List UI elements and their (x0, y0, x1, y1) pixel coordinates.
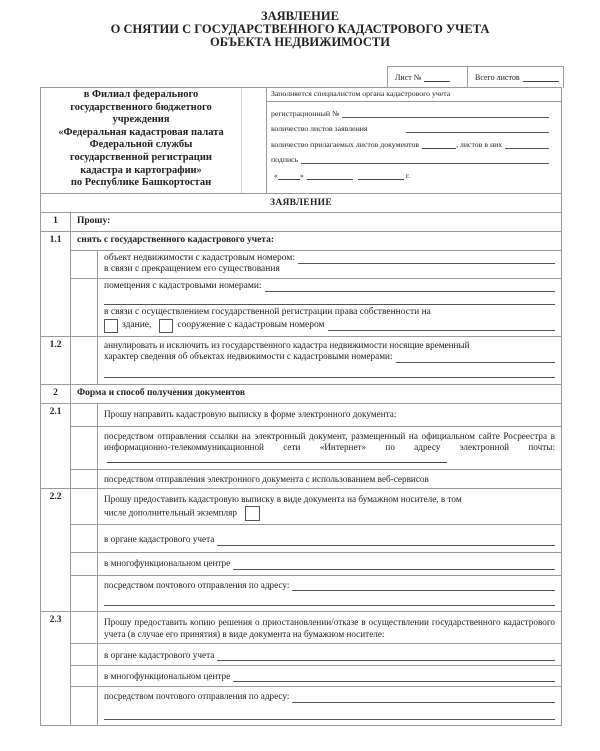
post-address-field[interactable] (292, 693, 555, 703)
year-suffix: г. (405, 170, 411, 180)
option-mfc (71, 553, 561, 576)
application-table (40, 193, 562, 726)
addressee-line: «Федеральная кадастровая палата (58, 126, 224, 138)
row-2-3 (41, 611, 561, 725)
option-cadastral-office (71, 644, 561, 666)
option-web-services (71, 470, 561, 488)
date-month-field[interactable] (307, 171, 353, 180)
addressee-line: кадастра и картографии» (80, 164, 202, 176)
sheet-no-cell (388, 67, 468, 88)
row-number: 1.1 (41, 232, 71, 336)
row-number: 2.1 (41, 404, 71, 489)
post-label: посредством почтового отправления по адресу: (104, 691, 290, 701)
building-label: здание, (122, 319, 152, 330)
row-label: Форма и способ получения документов (77, 387, 246, 398)
sheet-no-field[interactable] (424, 73, 450, 82)
signature-field[interactable] (301, 154, 549, 164)
registration-header: Заполняется специалистом органа кадастрового учета (266, 88, 561, 102)
annul-text: аннулировать и исключить из государственного кадастра недвижимости носящие временный (104, 339, 470, 350)
attached-sheets-row (266, 133, 561, 149)
sheets-in-them-label: , листов в них (456, 139, 503, 149)
mfc-label: в многофункциональном центре (104, 558, 231, 568)
spacer-column (241, 88, 267, 193)
app-sheets-label: количество листов заявления (271, 124, 368, 133)
cadastral-number-field[interactable] (298, 254, 555, 264)
total-sheets-field[interactable] (523, 73, 559, 82)
row-1 (41, 212, 561, 231)
addressee-line: государственного бюджетного (70, 101, 212, 113)
extra-copy-label: числе дополнительный экземпляр (104, 507, 237, 518)
structure-label: сооружение с кадастровым номером (177, 319, 325, 330)
email-field[interactable] (107, 454, 447, 463)
post-address-field-2[interactable] (104, 703, 555, 720)
item-demolished-object (71, 251, 561, 279)
item-b-label: помещения с кадастровыми номерами: (104, 280, 262, 291)
signature-label: подпись (271, 155, 299, 164)
row-1-2 (41, 336, 561, 384)
row-2 (41, 384, 561, 403)
date-year-field[interactable] (358, 171, 404, 180)
office-label: в органе кадастрового учета (104, 649, 215, 660)
temporary-numbers-field[interactable] (396, 353, 556, 363)
total-sheets-cell (468, 67, 559, 88)
sheet-no-label: Лист № (395, 73, 422, 82)
temporary-numbers-field-2[interactable] (104, 363, 555, 378)
mfc-field[interactable] (233, 560, 555, 570)
date-close-quote: » (299, 170, 304, 180)
item-premises (71, 279, 561, 336)
title-line-1: ЗАЯВЛЕНИЕ (261, 9, 339, 23)
row-label: Прошу предоставить кадастровую выписку в виде документа на бумажном носителе, в том (104, 494, 462, 504)
office-field[interactable] (217, 651, 555, 661)
row-number: 1 (41, 213, 71, 231)
structure-number-field[interactable] (328, 321, 555, 331)
addressee-line: учреждения (112, 114, 170, 126)
date-day-field[interactable] (278, 171, 300, 180)
item-b-reason: в связи с осуществлением государственной регистрации права собственности на (104, 307, 431, 317)
row-2-1 (41, 403, 561, 489)
document-title (0, 10, 600, 49)
row-label: Прошу: (77, 216, 111, 226)
addressee-line: государственной регистрации (70, 151, 212, 163)
registration-block (266, 88, 561, 193)
addressee-block (41, 88, 241, 194)
header-table (40, 87, 562, 194)
structure-checkbox[interactable] (159, 319, 173, 333)
row-number: 1.2 (41, 337, 71, 384)
web-services-label: посредством отправления электронного документа с использованием веб-сервисов (104, 474, 429, 484)
option-post (71, 576, 561, 612)
attached-sheets-label: количество прилагаемых листов документов (271, 139, 420, 149)
item-a-label: объект недвижимости с кадастровым номером: (104, 252, 295, 263)
row-label: снять с государственного кадастрового учета: (71, 232, 561, 251)
office-label: в органе кадастрового учета (104, 534, 215, 544)
mfc-field[interactable] (233, 672, 555, 682)
email-link-label: посредством отправления ссылки на электронный документ, размещенный на официальном сайте Росреестра в информационно-телекоммуникационной сети «Интернет» по адресу электронной почты: (104, 430, 555, 452)
addressee-line: Федеральной службы (89, 139, 193, 151)
row-number: 2.2 (41, 489, 71, 611)
post-address-field[interactable] (292, 581, 555, 591)
post-address-field-2[interactable] (104, 591, 555, 606)
total-sheets-label: Всего листов (475, 73, 520, 82)
sheets-in-them-field[interactable] (505, 139, 549, 149)
app-sheets-row (266, 118, 561, 134)
title-line-3: ОБЪЕКТА НЕДВИЖИМОСТИ (210, 35, 390, 49)
section-title: ЗАЯВЛЕНИЕ (270, 198, 332, 208)
signature-row (266, 149, 561, 165)
row-label: Прошу направить кадастровую выписку в форме электронного документа: (104, 408, 397, 419)
post-label: посредством почтового отправления по адресу: (104, 579, 290, 590)
sheet-number-box (387, 66, 564, 88)
annul-text-2: характер сведения об объектах недвижимости с кадастровыми номерами: (104, 351, 393, 361)
date-open-quote: « (274, 170, 278, 180)
building-checkbox[interactable] (104, 319, 118, 333)
extra-copy-checkbox[interactable] (245, 506, 260, 521)
premises-numbers-field[interactable] (265, 282, 555, 292)
row-number: 2.3 (41, 612, 71, 725)
date-row (266, 164, 561, 180)
addressee-line: по Республике Башкортостан (70, 177, 212, 189)
reg-number-field[interactable] (342, 108, 549, 118)
attached-docs-field[interactable] (422, 140, 456, 149)
row-1-1 (41, 231, 561, 336)
row-2-2 (41, 488, 561, 611)
reg-number-label: регистрационный № (271, 108, 340, 118)
app-sheets-field[interactable] (406, 123, 549, 133)
row-number: 2 (41, 385, 71, 403)
option-mfc (71, 666, 561, 687)
option-cadastral-office (71, 525, 561, 553)
option-email-link (71, 427, 561, 471)
office-field[interactable] (217, 536, 555, 546)
reg-number-row (266, 102, 561, 118)
mfc-label: в многофункциональном центре (104, 670, 231, 681)
option-post (71, 687, 561, 725)
title-line-2: О СНЯТИИ С ГОСУДАРСТВЕННОГО КАДАСТРОВОГО УЧЕТА (110, 22, 490, 36)
item-a-reason: в связи с прекращением его существования (104, 264, 280, 274)
premises-numbers-field-2[interactable] (104, 292, 555, 305)
addressee-line: в Филиал федерального (83, 89, 199, 100)
section-title-row (41, 194, 561, 212)
row-label: Прошу предоставить копию решения о приостановлении/отказе в осуществлении государственного кадастрового учета (в случае его принятия) в виде документа на бумажном носителе: (104, 617, 555, 639)
